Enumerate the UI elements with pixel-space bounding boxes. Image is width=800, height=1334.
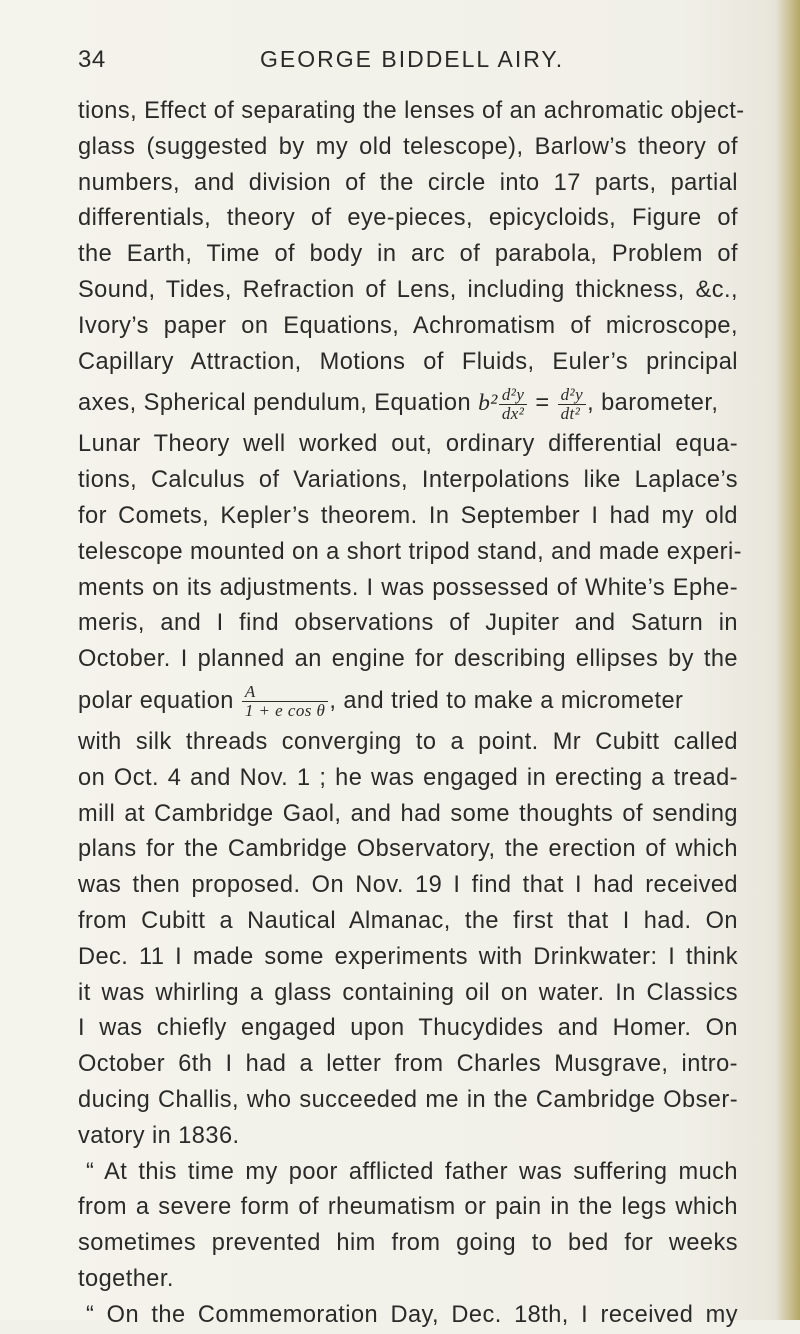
text-line: Sound, Tides, Refraction of Lens, including thickness, &c., — [78, 276, 738, 303]
text-line: numbers, and division of the circle into 17 parts, partial — [78, 169, 738, 196]
text-line: “ On the Commemoration Day, Dec. 18th, I received my — [86, 1301, 738, 1328]
fraction-denominator: dt² — [560, 403, 581, 423]
equation-lead-text: polar equation — [78, 687, 241, 714]
equation-tail-text: , barometer, — [587, 390, 719, 417]
text-line: Dec. 11 I made some experiments with Drinkwater: I think — [78, 943, 738, 970]
text-line: October. I planned an engine for describing ellipses by the — [78, 646, 738, 673]
running-head: GEORGE BIDDELL AIRY. — [260, 46, 565, 72]
text-line: Capillary Attraction, Motions of Fluids, Euler’s principal — [78, 348, 738, 375]
equation-tail-text: , and tried to make a micrometer — [329, 687, 684, 714]
equation-line — [78, 380, 738, 427]
equation-lead-text: axes, Spherical pendulum, Equation — [78, 390, 479, 417]
text-line: from a severe form of rheumatism or pain in the legs which — [78, 1194, 738, 1221]
text-line: Ivory’s paper on Equations, Achromatism of microscope, — [78, 312, 738, 339]
text-line: the Earth, Time of body in arc of parabola, Problem of — [78, 241, 738, 268]
text-line: was then proposed. On Nov. 19 I find that I had received — [78, 872, 738, 899]
fraction-numerator: d²y — [558, 386, 587, 405]
text-line: ducing Challis, who succeeded me in the Cambridge Obser- — [78, 1086, 738, 1113]
body-text — [78, 94, 745, 1334]
text-line: tions, Effect of separating the lenses of an achromatic object- — [78, 98, 745, 124]
text-line: telescope mounted on a short tripod stand, and made experi- — [78, 538, 742, 565]
text-line: for Comets, Kepler’s theorem. In September I had my old — [78, 502, 738, 529]
fraction-denominator: dx² — [501, 403, 525, 423]
text-line: from Cubitt a Nautical Almanac, the first that I had. On — [78, 907, 738, 934]
text-line: together. — [78, 1265, 174, 1292]
page-number: 34 — [78, 46, 106, 73]
text-line: plans for the Cambridge Observatory, the erection of which — [78, 836, 738, 863]
text-line: tions, Calculus of Variations, Interpolations like Laplace’s — [78, 467, 738, 494]
text-line: vatory in 1836. — [78, 1122, 240, 1149]
text-line: differentials, theory of eye-pieces, epicycloids, Figure of — [78, 205, 738, 232]
text-line: I was chiefly engaged upon Thucydides and Homer. On — [78, 1015, 738, 1042]
text-line: on Oct. 4 and Nov. 1 ; he was engaged in erecting a tread- — [78, 764, 738, 791]
text-line: sometimes prevented him from going to bed for weeks — [78, 1230, 738, 1257]
fraction-d2y-dt2 — [558, 386, 587, 423]
fraction-denominator: 1 + e cos θ — [244, 701, 326, 721]
text-line: Lunar Theory well worked out, ordinary differential equa- — [78, 431, 738, 458]
text-line: glass (suggested by my old telescope), Barlow’s theory of — [78, 133, 738, 160]
fraction-d2y-dx2 — [499, 386, 528, 423]
text-line: mill at Cambridge Gaol, and had some thoughts of sending — [78, 800, 738, 827]
fraction-numerator: A — [242, 683, 328, 702]
text-line: it was whirling a glass containing oil on water. In Classics — [78, 979, 738, 1006]
equation-coefficient: b² — [478, 390, 498, 417]
page-header — [78, 46, 738, 76]
text-line: with silk threads converging to a point. Mr Cubitt called — [78, 728, 738, 755]
text-line: “ At this time my poor afflicted father was suffering much — [86, 1158, 738, 1185]
text-line: meris, and I find observations of Jupiter and Saturn in — [78, 610, 738, 637]
fraction-numerator: d²y — [499, 386, 528, 405]
equation-line — [78, 678, 738, 725]
text-line: ments on its adjustments. I was possessed of White’s Ephe- — [78, 574, 738, 601]
page-edge-shadow — [776, 0, 800, 1320]
text-line: October 6th I had a letter from Charles Musgrave, intro- — [78, 1051, 738, 1078]
fraction-polar-equation — [242, 683, 328, 720]
equals-sign: = — [528, 390, 557, 417]
